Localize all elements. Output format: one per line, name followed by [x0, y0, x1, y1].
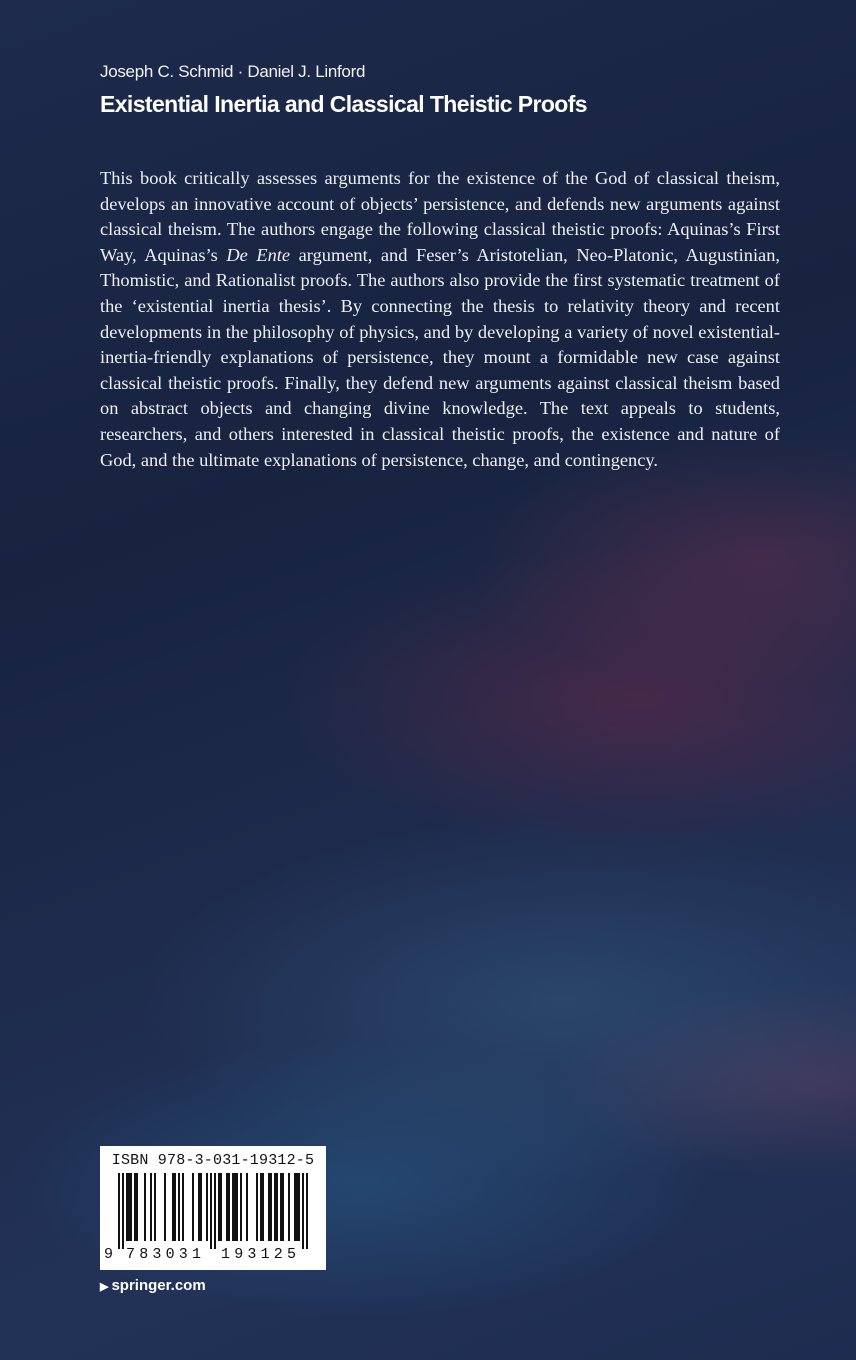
barcode-bar-23	[268, 1173, 272, 1241]
barcode-bar-29	[306, 1173, 308, 1249]
barcode-bar-11	[192, 1173, 194, 1241]
barcode-bar-0	[118, 1173, 120, 1249]
book-description	[100, 166, 780, 473]
barcode-bar-21	[256, 1173, 258, 1241]
description-italic-title: De Ente	[226, 244, 291, 265]
barcode-bar-22	[260, 1173, 264, 1241]
barcode-bars	[108, 1173, 318, 1249]
barcode-bar-7	[164, 1173, 166, 1241]
barcode-bar-18	[232, 1173, 238, 1241]
barcode-bar-26	[288, 1173, 290, 1241]
barcode-bar-14	[210, 1173, 212, 1249]
barcode-bar-3	[134, 1173, 138, 1241]
barcode-bar-9	[178, 1173, 180, 1241]
barcode-digit-group-left: 783031	[126, 1246, 206, 1263]
barcode-bar-10	[182, 1173, 184, 1241]
barcode-bar-12	[198, 1173, 202, 1241]
barcode-bar-1	[122, 1173, 124, 1249]
barcode-digits	[100, 1246, 326, 1266]
barcode-bar-25	[280, 1173, 284, 1241]
barcode-digit-first: 9	[104, 1246, 114, 1263]
publisher-link[interactable]	[100, 1277, 206, 1294]
barcode-bar-24	[274, 1173, 278, 1241]
barcode-bar-19	[240, 1173, 242, 1241]
barcode-bar-13	[206, 1173, 208, 1241]
description-text-2: argument, and Feser’s Aristotelian, Neo-Platonic, Augustinian, Thomistic, and Rationalist proofs. The authors also provide the first systematic treatment of the ‘existential inertia thesis’. By connecting the thesis to relativity theory and recent developments in the philosophy of physics, and by developing a variety of novel existential-inertia-friendly explanations of persistence, they mount a formidable new case against classical theistic proofs. Finally, they defend new arguments against classical theism based on abstract objects and changing divine knowledge. The text appeals to students, researchers, and others interested in classical theistic proofs, the existence and nature of God, and the ultimate explanations of persistence, change, and contingency.	[100, 244, 781, 470]
author-names: Joseph C. Schmid · Daniel J. Linford	[100, 62, 366, 81]
barcode-bar-5	[150, 1173, 152, 1241]
isbn-barcode	[100, 1146, 326, 1270]
isbn-label: ISBN 978-3-031-19312-5	[111, 1152, 315, 1169]
barcode-bar-2	[126, 1173, 132, 1241]
barcode-bar-28	[302, 1173, 304, 1249]
barcode-bar-20	[246, 1173, 248, 1241]
barcode-bar-17	[226, 1173, 230, 1241]
barcode-bar-8	[172, 1173, 176, 1241]
barcode-bar-6	[154, 1173, 156, 1241]
arrow-right-icon: ▶	[100, 1281, 109, 1293]
barcode-bar-4	[144, 1173, 146, 1241]
barcode-bar-15	[214, 1173, 216, 1249]
barcode-digit-group-right: 193125	[221, 1246, 301, 1263]
book-title: Existential Inertia and Classical Theistic Proofs	[100, 91, 587, 117]
barcode-bar-27	[294, 1173, 300, 1241]
description-text-1: This book critically assesses arguments for the existence of the God of classical theism, develops an innovative account of objects’ persistence, and defends new arguments against classical theism. The authors engage the following classical theistic proofs: Aquinas’s First Way, Aquinas’s	[100, 168, 780, 265]
publisher-url: springer.com	[111, 1277, 206, 1294]
barcode-bar-16	[218, 1173, 222, 1241]
